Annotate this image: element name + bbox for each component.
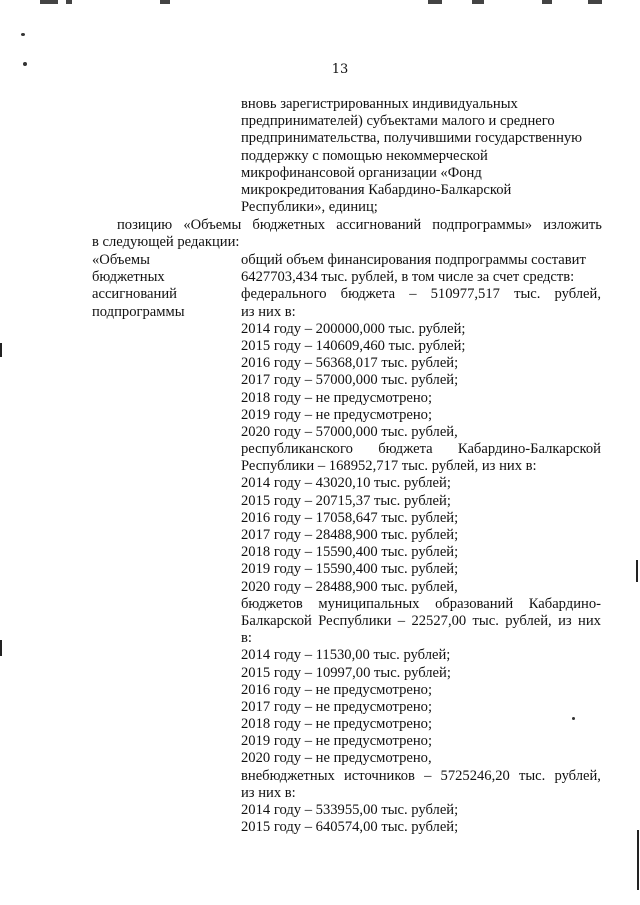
paragraph-word: «Объемы — [183, 217, 242, 233]
scan-edge-mark — [0, 343, 2, 357]
paragraph-line-1 — [92, 217, 602, 234]
scan-edge-mark — [636, 560, 638, 582]
funding-line: 2019 году – 15590,400 тыс. рублей; — [241, 561, 459, 578]
funding-word: – — [424, 767, 432, 784]
funding-word: 510977,517 — [430, 286, 500, 303]
funding-word: Кабардино- — [528, 595, 601, 612]
position-label — [92, 252, 232, 321]
funding-line: из них в: — [241, 784, 296, 801]
funding-word: – — [409, 286, 417, 303]
intro-line: вновь зарегистрированных индивидуальных — [241, 96, 518, 112]
scan-edge-mark — [0, 640, 2, 656]
paragraph-word: бюджетных — [252, 217, 326, 233]
funding-line — [241, 286, 601, 303]
funding-line: 2020 году – не предусмотрено, — [241, 750, 432, 767]
funding-line: 2014 году – 43020,10 тыс. рублей; — [241, 475, 451, 492]
scan-edge-mark — [637, 830, 639, 890]
funding-word: рублей, — [554, 767, 601, 784]
funding-word: – — [397, 612, 406, 629]
funding-word: внебюджетных — [241, 767, 335, 784]
intro-line: предпринимательства, получившими государственную — [241, 130, 583, 147]
paragraph-word: позицию — [117, 217, 173, 233]
funding-word: республиканского — [241, 441, 353, 458]
funding-word: тыс. — [472, 612, 499, 629]
intro-block — [241, 96, 601, 216]
paragraph-line-2: в следующей редакции: — [92, 234, 240, 251]
funding-word: Кабардино-Балкарской — [457, 441, 601, 458]
scan-edge-artifact — [40, 0, 620, 6]
intro-line: микрокредитования Кабардино-Балкарской — [241, 181, 512, 198]
funding-line: Республики – 168952,717 тыс. рублей, из них в: — [241, 458, 537, 475]
funding-word: муниципальных — [318, 595, 420, 612]
funding-line: 6427703,434 тыс. рублей, в том числе за счет средств: — [241, 269, 575, 286]
paragraph-word: ассигнований — [336, 217, 422, 233]
funding-word: рублей, — [505, 612, 552, 629]
funding-word: бюджета — [340, 286, 396, 303]
funding-line — [241, 441, 601, 458]
paragraph-word: подпрограммы» — [432, 217, 533, 233]
funding-line: 2019 году – не предусмотрено; — [241, 733, 433, 750]
funding-line — [241, 768, 601, 785]
funding-line: 2020 году – 57000,000 тыс. рублей, — [241, 423, 458, 440]
funding-line: 2016 году – 17058,647 тыс. рублей; — [241, 509, 459, 526]
funding-line: 2017 году – 57000,000 тыс. рублей; — [241, 372, 459, 389]
funding-line: 2015 году – 140609,460 тыс. рублей; — [241, 337, 466, 354]
funding-line: 2018 году – не предусмотрено; — [241, 389, 433, 406]
funding-line: из них в: — [241, 303, 296, 320]
funding-word: образований — [435, 595, 514, 612]
funding-word: них — [578, 612, 601, 629]
funding-line: 2015 году – 640574,00 тыс. рублей; — [241, 819, 459, 836]
funding-word: тыс. — [519, 767, 546, 784]
funding-word: рублей, — [554, 286, 601, 303]
funding-line: 2017 году – 28488,900 тыс. рублей; — [241, 527, 459, 543]
label-line: бюджетных — [92, 269, 165, 286]
funding-line: 2015 году – 10997,00 тыс. рублей; — [241, 664, 451, 681]
funding-line: 2016 году – 56368,017 тыс. рублей; — [241, 355, 459, 372]
scan-speck — [23, 62, 27, 66]
funding-line: 2018 году – 15590,400 тыс. рублей; — [241, 544, 459, 561]
funding-line: 2014 году – 533955,00 тыс. рублей; — [241, 802, 459, 818]
funding-word: бюджетов — [241, 595, 303, 612]
funding-line: в: — [241, 630, 252, 647]
funding-word: 5725246,20 — [440, 767, 510, 784]
funding-word: Республики — [318, 612, 392, 629]
funding-line: 2015 году – 20715,37 тыс. рублей; — [241, 492, 451, 509]
funding-line: 2019 году – не предусмотрено; — [241, 406, 433, 423]
intro-line: микрофинансовой организации «Фонд — [241, 164, 482, 181]
scan-speck — [21, 33, 25, 36]
funding-line — [241, 613, 601, 630]
funding-word: Балкарской — [241, 612, 312, 629]
funding-word: из — [558, 612, 572, 629]
intro-line: Республики», единиц; — [241, 199, 378, 216]
funding-line: 2018 году – не предусмотрено; — [241, 716, 433, 733]
funding-word: источников — [344, 767, 415, 784]
funding-word: 22527,00 — [411, 612, 467, 629]
funding-line: 2020 году – 28488,900 тыс. рублей, — [241, 578, 458, 595]
funding-line: 2014 году – 200000,000 тыс. рублей; — [241, 320, 466, 337]
intro-line: предпринимателей) субъектами малого и среднего — [241, 113, 555, 130]
paragraph-word: изложить — [543, 217, 602, 233]
funding-line — [241, 596, 601, 613]
page-number: 13 — [331, 62, 349, 77]
funding-line: 2014 году – 11530,00 тыс. рублей; — [241, 647, 451, 664]
funding-details — [241, 252, 601, 836]
intro-line: поддержку с помощью некоммерческой — [241, 147, 488, 164]
funding-line: 2016 году – не предусмотрено; — [241, 681, 433, 698]
label-line: ассигнований — [92, 286, 177, 303]
funding-line: 2017 году – не предусмотрено; — [241, 698, 433, 715]
label-line: «Объемы — [92, 252, 150, 268]
funding-line: общий объем финансирования подпрограммы составит — [241, 252, 586, 268]
funding-word: федерального — [241, 286, 327, 303]
funding-word: тыс. — [514, 286, 541, 303]
funding-word: бюджета — [378, 441, 433, 458]
amendment-paragraph — [92, 217, 602, 251]
label-line: подпрограммы — [92, 303, 185, 320]
